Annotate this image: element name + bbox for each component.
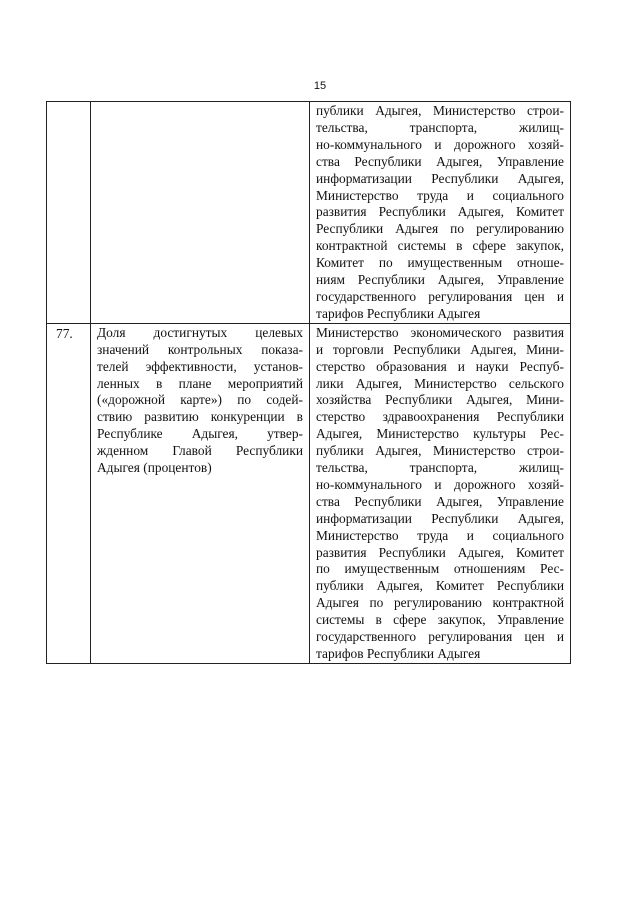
executors-line: стерство здравоохранения Республики [316,409,564,425]
table-row [47,323,571,663]
executors-line: Адыгея по регулированию контрактной [316,595,564,611]
executors-line: публики Адыгея, Министерство строи- [316,103,564,118]
executors-line: по имущественным отношениям Рес- [316,561,564,577]
executors-line: публики Адыгея, Министерство строи- [316,443,564,459]
indicators-table [46,101,571,664]
table-row [47,102,571,324]
indicator-line: Республике Адыгея, утвер- [97,426,303,442]
executors-line: развития Республики Адыгея, Комитет [316,204,564,220]
executors-line: ства Республики Адыгея, Управление [316,153,564,169]
executors-line: но-коммунального и дорожного хозяй- [316,136,564,152]
indicator-line: ствию развитию конкуренции в [97,409,303,425]
executors-line: Комитет по имущественным отноше- [316,255,564,271]
executors-line: Республики Адыгея по регулированию [316,221,564,237]
executors-line: ниям Республики Адыгея, Управление [316,272,564,288]
executors-line: тарифов Республики Адыгея [316,305,481,321]
executors-line: Адыгея, Министерство культуры Рес- [316,426,564,442]
indicator-line: Доля достигнутых целевых [97,324,303,340]
executors-line: Министерство труда и социального [316,527,564,543]
indicator-line: («дорожной карте») по содей- [97,392,303,408]
executors-line: тельства, транспорта, жилищ- [316,119,564,135]
executors-line: системы в сфере закупок, Управление [316,612,564,628]
executors-line: хозяйства Республики Адыгея, Мини- [316,392,564,408]
executors-line: тарифов Республики Адыгея [316,646,481,661]
executors-line: стерство образования и науки Респуб- [316,358,564,374]
indicator-line: жденном Главой Республики [97,443,303,459]
executors-line: тельства, транспорта, жилищ- [316,460,564,476]
row-number [47,102,91,324]
executors-line: информатизации Республики Адыгея, [316,510,564,526]
executors-line: Министерство труда и социального [316,187,564,203]
indicator-cell [91,323,310,663]
executors-line: но-коммунального и дорожного хозяй- [316,476,564,492]
page-number: 15 [313,80,327,92]
row-number: 77. [47,323,91,663]
executors-line: контрактной системы в сфере закупок, [316,238,564,254]
indicator-line: телей эффективности, установ- [97,358,303,374]
executors-cell [310,323,571,663]
executors-line: информатизации Республики Адыгея, [316,170,564,186]
executors-line: развития Республики Адыгея, Комитет [316,544,564,560]
executors-cell [310,102,571,324]
indicator-line: ленных в плане мероприятий [97,375,303,391]
indicator-line: Адыгея (процентов) [97,460,212,476]
executors-line: ства Республики Адыгея, Управление [316,493,564,509]
executors-line: государственного регулирования цен и [316,288,564,304]
executors-line: государственного регулирования цен и [316,629,564,645]
executors-line: и торговли Республики Адыгея, Мини- [316,341,564,357]
executors-line: публики Адыгея, Комитет Республики [316,578,564,594]
executors-line: лики Адыгея, Министерство сельского [316,375,564,391]
executors-line: Министерство экономического развития [316,324,564,340]
indicator-cell [91,102,310,324]
indicator-line: значений контрольных показа- [97,341,303,357]
